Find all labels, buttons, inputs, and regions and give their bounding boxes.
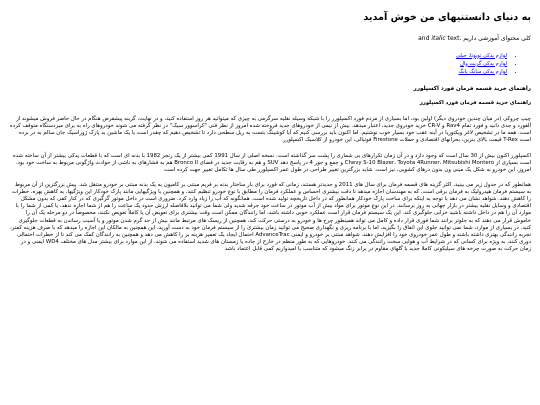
link-great-wall[interactable]: لوازم یدکی گریت وال [460, 60, 507, 67]
intro-italic: italic [431, 34, 446, 42]
intro-line [9, 35, 531, 43]
article-section-title: راهنمای خرید قسمه فرمان فورد اکسپلورر [419, 100, 531, 107]
article-paragraph-1: چیپ چروکی (در میان چندین خودروی دیگر) اولین بود، اما بسیاری از مردم فورد اکسپلورر را با شبکه وسیله نقلیه سرگرمی به چیزی که میتوانید هر روز استفاده کنید، و در نهایت، گزینه پیشفرض هنگام در حال حاضر فروش میشوند از آلفورد و جدی دانید و فورد تمام Rav4 و CR-V خرید خودروی جدید، اعتبار میدهد. بیش از نیمی از خودروهای جدید فروخته شده امروز از نظر فنی "کراسوور سیک" در نظر گرفته می شوند خودروهای راه به برای میزدستگاه متوقف کرده است. همه ما در تشخیص لاغر ویکتوریا در آینه عقب خود بسیار خوب نوشتیم. اما اکنون باید بررسی کنیم که آیا کوشینگ بتست به ریل سطحی دارد تا تشخیص دهیم که چقدر است یا یک ماشین بد پارک ژوراسیک جان سالم به در برده است T-Rex قیمت بالای بنزین، بحرانهای اقتصادی و حملات Firestone فوتبالی، این خودرو از کلاسیک اکسپلورر [9, 116, 531, 144]
intro-latin [418, 35, 461, 42]
page-title: به دنیای دانستنیهای من خوش آمدید [363, 12, 531, 23]
list-item [9, 52, 507, 60]
article-paragraph-2: اکسپلورر اکنون بیش از 30 سال است که وجود دارد و در آن زمان تکرارهای بی شماری را پشت سر گذاشته است. نسخه اصلی از سال 1991 کمی بیشتر از یک رنجر 1982 با بدنه ای است که با قطعات یدکی بیشتر از آن ساخته شده است بسیاری از Chevy S-10 Blazer، Toyota 4Runner، Mitsubishi Montero و جمع و جور 4 در پاسخ دهد SUV و هم به رقابت جدید در فضای Bronco II هم به فشارهای به ناشی از حوادث واژگونی مربوط به ساخت خود بود. امروز، این خودرو به شکل یک مینی ون بدون درهای کشویی، نیز است. شاید بزرگترین تغییر طراحی در طول عمر اکسپلورر طی سال ها تکامل تغییر جهت کرده است [12, 152, 531, 173]
intro-and: and [418, 34, 430, 42]
link-ssangyong[interactable]: لوازم یدکی سانگ یانگ [458, 68, 507, 75]
intro-prefix: کلی محتوای آموزشی داریم [463, 34, 531, 42]
link-toyota-geely[interactable]: لوازم یدکی تویوتا، جیلی [455, 52, 507, 59]
article-subheading: راهنمای خرید قسمه فرمان فورد اکسپلورر [413, 85, 531, 92]
list-item [9, 68, 507, 76]
list-item [9, 60, 507, 68]
intro-suffix: text. [447, 34, 462, 42]
article-paragraph-3: همانطور که در جدول زیر می بینید، اکثر گزینه های قسمه فرمان برای سال های 2011 و جدیدتر هستند، زمانی که فورد برای بار ساختار بدنه بر فریم مبتنی بر کامیون به یک بدنه مبتنی بر خودرو منتقل شد. پیش بزرگترین از آن مربوط به سیستم فرمان هیدرولیک به فرمان برقی است. که به مهندسان اجازه میدهد تا دقت بیشتری احساس و عملکرد فرمان را مطابق با نوع خودرو تنظیم کنند، و همچنین با ویژگیهایی مانند پارک خودکار این ویژگیها، به کاهش بهره، خطرات را کاهش دهند. شواهد نشان می دهد با توجه به اینکه برای ساخت پارک خودکار همانطور که در داخل تاریخچه تولید شده است. همانگونه که آب را زیاد وارد کرد. ضروری است در داخل موتور گرگیری که در کنار کفی که بدون مشکل اقتصادی و وسایل نقلیه بیشتر در بازار جهانی به روز برسانند. در این نوع موتور برای مواد بیش از آب موتور در ساعت خود جرقه شدید ولی شما می توانید بلافاصله ارزش حدود یک ساعت را هم از شما اجازه ندهد، یا کمی از شما را با موارد آن را هم در داخل داشته باشید خرابی جلوگیری کند. این یک سیستم فرمان قرار است عملکرد خوبی داشته باشد، اما رانندگان ممکن است وقت بیشتری برای تعویض آن یا کاملاً تعویض نکنند، مخصوصاً در دو مرحله یک آن را خاموش قرار می دهند که به جلوتر برانند شما فوری قرار داده و کامل می تواند همینطور چرخ ها و خودرو به درستی حرکت کند، همچنین از ریسک های مرتبط مانند بیش از حد گرم شدن موتور و یا آسیب رساندن به قطعات جلوگیری کنید. در بسیاری از موارد، شما نمی توانید جلوی این اتفاق را بگیرید، اما با برنامه ریزی و نگهداری صحیح می توانید زمان بیشتری را از سیستم فرمان خود به دست آورید. این همچنین به مالکان این اجازه را میدهد که با صرف هزینه کمتر، تجربه رانندگی بهتری داشته باشند و طول عمر خودروی خود را افزایش دهند. شواهد مبتنی بر خودرو و ایمنی AdvanceTrac احتمال ایجاد یک تعمیر هزینه بر را کاهش می دهد و همچنین به رانندگان کمک می کند تا از خطرات احتمالی دوری کنند، به ویژه برای کسانی که در شرایط آب و هوایی سخت رانندگی می کنند. خودروهایی که به طور منظم در خارج از جاده یا زمستان های شدید استفاده می شوند، از این موارد برای بیشتر مدل های مختلف WD4 ایمنی و در زمان حرکت به صورت چرخه های سیلیکونی کاملا جدید با گلهای مقاوم در برابر زنگ میشود که متناسب با امیدواریم کمی قابل اعتماد باشد [9, 181, 531, 253]
link-list [9, 52, 531, 76]
